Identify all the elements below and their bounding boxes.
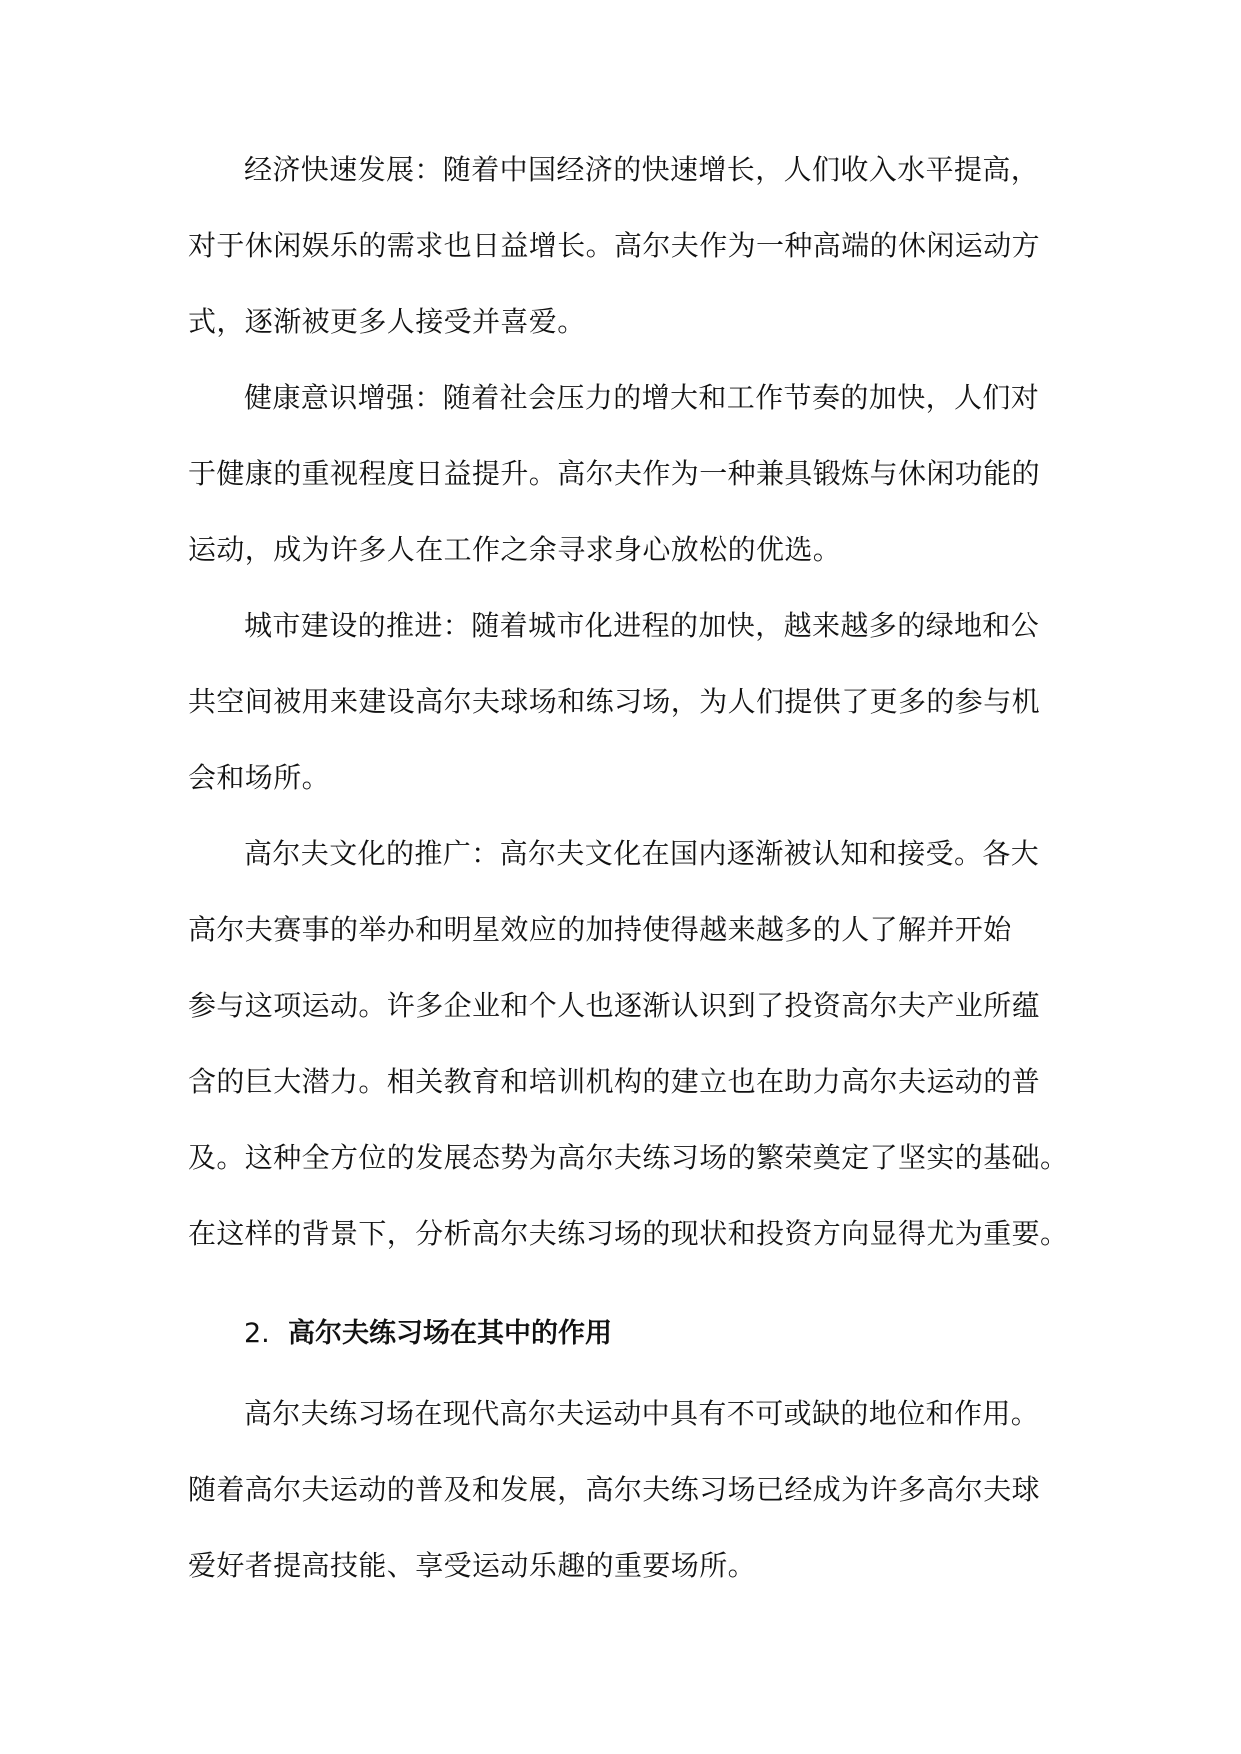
paragraph-2-line-1: 健康意识增强：随着社会压力的增大和工作节奏的加快，人们对 xyxy=(244,381,1040,414)
paragraph-4-line-5: 及。这种全方位的发展态势为高尔夫练习场的繁荣奠定了坚实的基础。 xyxy=(188,1141,1069,1174)
paragraph-2-line-2: 于健康的重视程度日益提升。高尔夫作为一种兼具锻炼与休闲功能的 xyxy=(188,457,1041,490)
section-heading xyxy=(244,1314,1058,1354)
paragraph-4-line-1: 高尔夫文化的推广：高尔夫文化在国内逐渐被认知和接受。各大 xyxy=(244,837,1040,870)
section-paragraph-line-2: 随着高尔夫运动的普及和发展，高尔夫练习场已经成为许多高尔夫球 xyxy=(188,1473,1041,1506)
paragraph-4-line-2: 高尔夫赛事的举办和明星效应的加持使得越来越多的人了解并开始 xyxy=(188,913,1012,946)
paragraph-1-line-2: 对于休闲娱乐的需求也日益增长。高尔夫作为一种高端的休闲运动方 xyxy=(188,229,1041,262)
paragraph-1-line-3: 式，逐渐被更多人接受并喜爱。 xyxy=(188,305,586,338)
paragraph-1-line-1: 经济快速发展：随着中国经济的快速增长，人们收入水平提高， xyxy=(244,153,1040,186)
paragraph-3-line-2: 共空间被用来建设高尔夫球场和练习场，为人们提供了更多的参与机 xyxy=(188,685,1041,718)
paragraph-2-line-3: 运动，成为许多人在工作之余寻求身心放松的优选。 xyxy=(188,533,842,566)
section-title: 高尔夫练习场在其中的作用 xyxy=(288,1318,612,1349)
paragraph-3-line-3: 会和场所。 xyxy=(188,761,331,794)
section-paragraph-line-1: 高尔夫练习场在现代高尔夫运动中具有不可或缺的地位和作用。 xyxy=(244,1397,1040,1430)
paragraph-4-line-6: 在这样的背景下，分析高尔夫练习场的现状和投资方向显得尤为重要。 xyxy=(188,1217,1069,1250)
paragraph-3-line-1: 城市建设的推进：随着城市化进程的加快，越来越多的绿地和公 xyxy=(244,609,1040,642)
paragraph-4-line-3: 参与这项运动。许多企业和个人也逐渐认识到了投资高尔夫产业所蕴 xyxy=(188,989,1041,1022)
paragraph-4-line-4: 含的巨大潜力。相关教育和培训机构的建立也在助力高尔夫运动的普 xyxy=(188,1065,1041,1098)
section-paragraph-line-3: 爱好者提高技能、享受运动乐趣的重要场所。 xyxy=(188,1549,757,1582)
section-number: 2. xyxy=(244,1318,270,1349)
